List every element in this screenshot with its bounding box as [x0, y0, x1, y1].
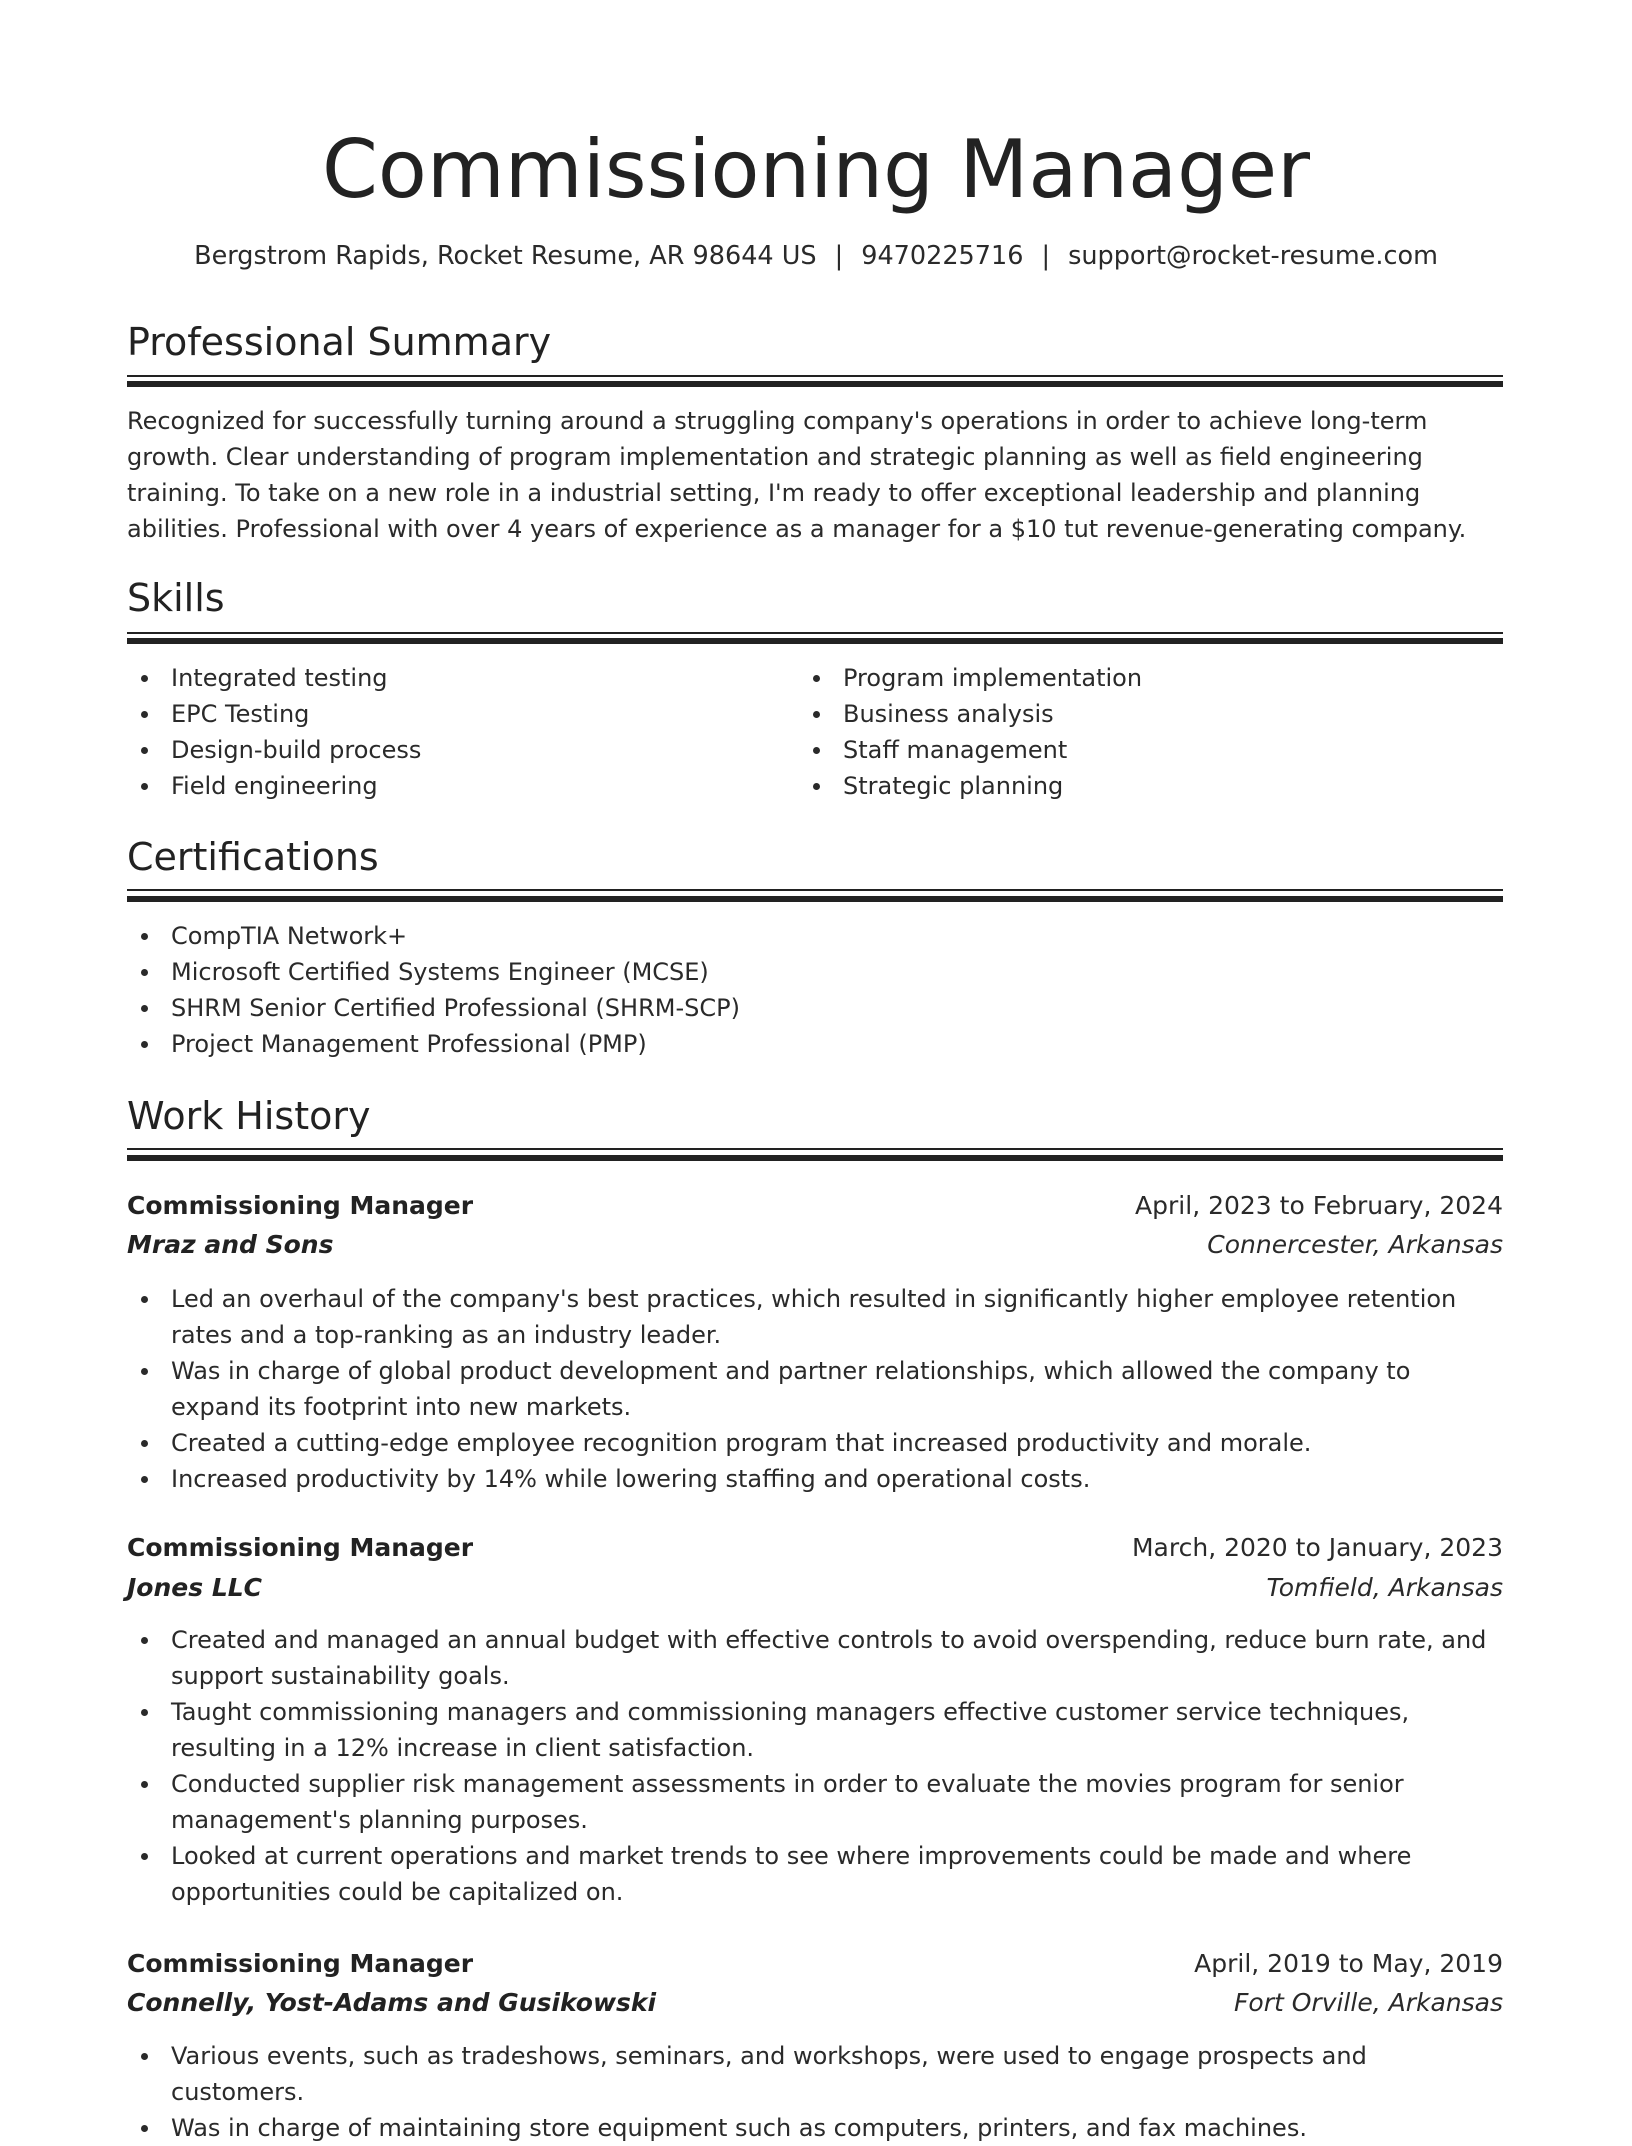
section-divider	[127, 896, 1503, 902]
job-bullet: Was in charge of global product development and partner relationships, which allowed the company to expand its footprint into new markets.	[127, 1353, 1503, 1425]
skill-item: Strategic planning	[799, 768, 1503, 804]
job-bullet: Led an overhaul of the company's best practices, which resulted in significantly higher employee retention rates and a top-ranking as an industry leader.	[127, 1281, 1503, 1353]
job-bullet: Created a cutting-edge employee recognition program that increased productivity and morale.	[127, 1425, 1503, 1461]
job-bullet: Created and managed an annual budget with effective controls to avoid overspending, reduce burn rate, and support sustainability goals.	[127, 1622, 1503, 1694]
resume-name: Commissioning Manager	[322, 123, 1310, 216]
contact-phone: 9470225716	[861, 241, 1024, 271]
job-bullets	[127, 1281, 1503, 1497]
skill-item: Design-build process	[127, 732, 799, 768]
skill-item: Field engineering	[127, 768, 799, 804]
job-dates: April, 2019 to May, 2019	[1194, 1949, 1503, 1978]
job-bullet: Increased productivity by 14% while lowering staffing and operational costs.	[127, 1461, 1503, 1497]
job-company: Mraz and Sons	[127, 1230, 334, 1259]
job-title: Commissioning Manager	[127, 1533, 474, 1562]
section-title-certifications: Certifications	[127, 835, 379, 879]
job-bullet: Was in charge of maintaining store equipment such as computers, printers, and fax machines.	[127, 2110, 1503, 2146]
job-bullet: Looked at current operations and market trends to see where improvements could be made and where opportunities could be capitalized on.	[127, 1838, 1503, 1910]
job-bullets	[127, 2038, 1503, 2146]
job-bullet: Conducted supplier risk management assessments in order to evaluate the movies program for senior management's planning purposes.	[127, 1766, 1503, 1838]
section-title-skills: Skills	[127, 576, 225, 620]
job-bullet: Various events, such as tradeshows, seminars, and workshops, were used to engage prospects and customers.	[127, 2038, 1503, 2110]
job-title: Commissioning Manager	[127, 1949, 474, 1978]
skill-item: Business analysis	[799, 696, 1503, 732]
section-divider	[127, 632, 1503, 634]
certification-item: CompTIA Network+	[127, 918, 1503, 954]
job-bullet: Taught commissioning managers and commissioning managers effective customer service techniques, resulting in a 12% increase in client satisfaction.	[127, 1694, 1503, 1766]
skill-item: Program implementation	[799, 660, 1503, 696]
contact-separator: |	[1041, 241, 1051, 271]
skills-list-right	[799, 660, 1503, 804]
section-divider	[127, 375, 1503, 377]
section-title-work-history: Work History	[127, 1094, 371, 1138]
job-location: Connercester, Arkansas	[1207, 1230, 1503, 1259]
job-bullets	[127, 1622, 1503, 1910]
contact-line	[0, 238, 1632, 274]
section-divider	[127, 889, 1503, 891]
job-dates: March, 2020 to January, 2023	[1131, 1533, 1503, 1562]
job-location: Tomfield, Arkansas	[1266, 1573, 1503, 1602]
contact-email: support@rocket-resume.com	[1068, 241, 1438, 271]
job-company: Connelly, Yost-Adams and Gusikowski	[127, 1988, 657, 2017]
section-divider	[127, 1155, 1503, 1161]
skills-list-left	[127, 660, 799, 804]
skill-item: Integrated testing	[127, 660, 799, 696]
contact-separator: |	[834, 241, 844, 271]
section-title-summary: Professional Summary	[127, 320, 552, 364]
section-divider	[127, 638, 1503, 644]
job-location: Fort Orville, Arkansas	[1234, 1988, 1503, 2017]
certifications-list	[127, 918, 1503, 1062]
skill-item: Staff management	[799, 732, 1503, 768]
job-title: Commissioning Manager	[127, 1191, 474, 1220]
certification-item: Project Management Professional (PMP)	[127, 1026, 1503, 1062]
section-divider	[127, 1148, 1503, 1150]
job-company: Jones LLC	[127, 1573, 263, 1602]
section-divider	[127, 381, 1503, 387]
contact-address: Bergstrom Rapids, Rocket Resume, AR 98644 US	[194, 241, 817, 271]
certification-item: Microsoft Certified Systems Engineer (MCSE)	[127, 954, 1503, 990]
job-dates: April, 2023 to February, 2024	[1135, 1191, 1503, 1220]
certification-item: SHRM Senior Certified Professional (SHRM-SCP)	[127, 990, 1503, 1026]
skill-item: EPC Testing	[127, 696, 799, 732]
summary-text: Recognized for successfully turning around a struggling company's operations in order to achieve long-term growth. Clear understanding of program implementation and strategic planning as well as field engineering training. To take on a new role in a industrial setting, I'm ready to offer exceptional leadership and planning abilities. Professional with over 4 years of experience as a manager for a $10 tut revenue-generating company.	[127, 407, 1467, 543]
